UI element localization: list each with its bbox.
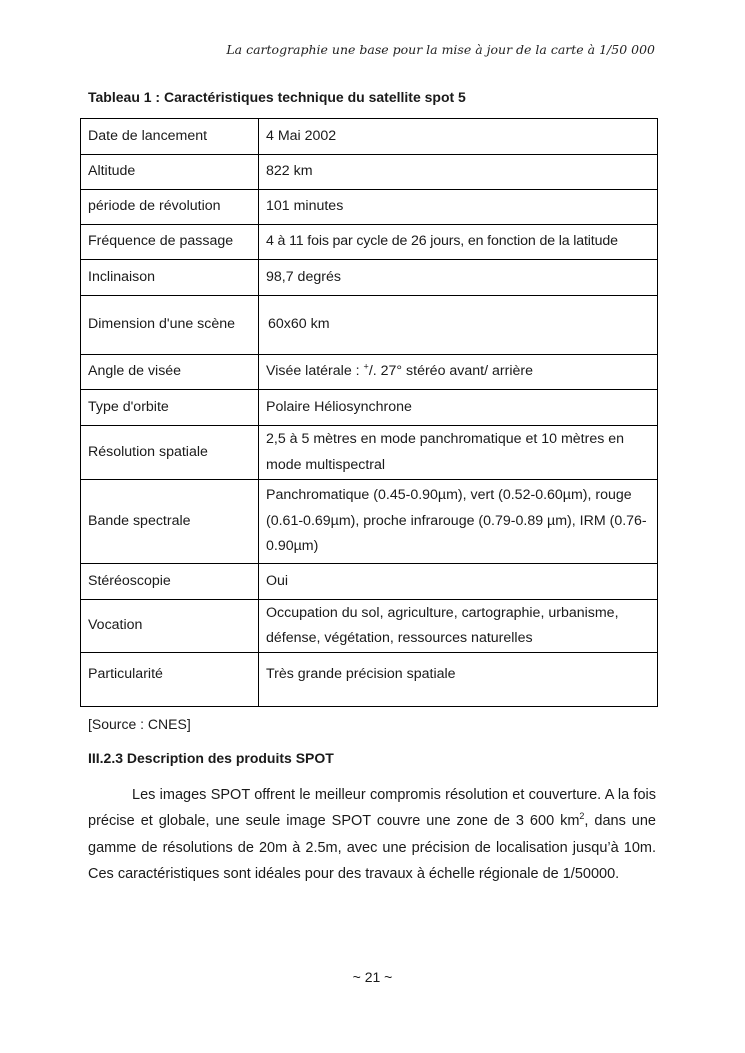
row-label: Altitude: [81, 155, 259, 190]
row-value: [259, 296, 658, 355]
table-row: [81, 390, 658, 426]
table-row: [81, 355, 658, 390]
row-label: période de révolution: [81, 190, 259, 225]
row-value-suffix: /. 27° stéréo avant/ arrière: [368, 363, 533, 380]
table-row: [81, 225, 658, 260]
body-paragraph: [88, 782, 656, 887]
row-value: Panchromatique (0.45-0.90µm), vert (0.52-0.60µm), rouge (0.61-0.69µm), proche infrarouge (0.79-0.89 µm), IRM (0.76-0.90µm): [259, 480, 658, 564]
table-row: [81, 155, 658, 190]
row-label: Résolution spatiale: [81, 426, 259, 480]
table-row: [81, 600, 658, 653]
row-value: Occupation du sol, agriculture, cartographie, urbanisme, défense, végétation, ressources naturelles: [259, 600, 658, 653]
row-label: Dimension d'une scène: [81, 296, 259, 355]
table-source: [Source : CNES]: [88, 716, 191, 732]
row-value: [259, 355, 658, 390]
table-caption: Tableau 1 : Caractéristiques technique du satellite spot 5: [88, 89, 466, 105]
table-row: [81, 296, 658, 355]
running-header: La cartographie une base pour la mise à jour de la carte à 1/50 000: [226, 42, 655, 57]
section-heading: III.2.3 Description des produits SPOT: [88, 750, 334, 766]
table-row: [81, 119, 658, 155]
paragraph-text-part1: Les images SPOT offrent le meilleur compromis résolution et couverture. A la fois précise et globale, une seule image SPOT couvre une zone de 3 600 km: [88, 787, 656, 830]
table-row: [81, 480, 658, 564]
row-value: Très grande précision spatiale: [259, 653, 658, 707]
table-row: [81, 260, 658, 296]
row-value: Polaire Héliosynchrone: [259, 390, 658, 426]
row-value: 2,5 à 5 mètres en mode panchromatique et 10 mètres en mode multispectral: [259, 426, 658, 480]
row-label: Date de lancement: [81, 119, 259, 155]
table-row: [81, 190, 658, 225]
paragraph-text-part2: , dans une gamme de résolutions de 20m à 2.5m, avec une précision de localisation jusqu’à 10m. Ces caractéristiques sont idéales pour des travaux à échelle régionale de 1/50000.: [88, 813, 656, 882]
row-label: Particularité: [81, 653, 259, 707]
row-value: 4 Mai 2002: [259, 119, 658, 155]
row-value: 101 minutes: [259, 190, 658, 225]
table-row: [81, 426, 658, 480]
page-number: ~ 21 ~: [352, 969, 393, 985]
table-row: [81, 653, 658, 707]
row-value: Oui: [259, 564, 658, 600]
specifications-table: [80, 118, 658, 707]
row-label: Bande spectrale: [81, 480, 259, 564]
table-row: [81, 564, 658, 600]
superscript: 2: [579, 811, 585, 822]
row-label: Angle de visée: [81, 355, 259, 390]
row-value: 4 à 11 fois par cycle de 26 jours, en fonction de la latitude: [259, 225, 658, 260]
row-label: Fréquence de passage: [81, 225, 259, 260]
row-label: Vocation: [81, 600, 259, 653]
row-value-sup: +: [363, 361, 369, 372]
row-value: 98,7 degrés: [259, 260, 658, 296]
row-label: Inclinaison: [81, 260, 259, 296]
row-value-prefix: Visée latérale :: [266, 363, 364, 380]
row-value-text: 60x60 km: [268, 316, 330, 333]
row-label: Type d'orbite: [81, 390, 259, 426]
row-label: Stéréoscopie: [81, 564, 259, 600]
row-value: 822 km: [259, 155, 658, 190]
